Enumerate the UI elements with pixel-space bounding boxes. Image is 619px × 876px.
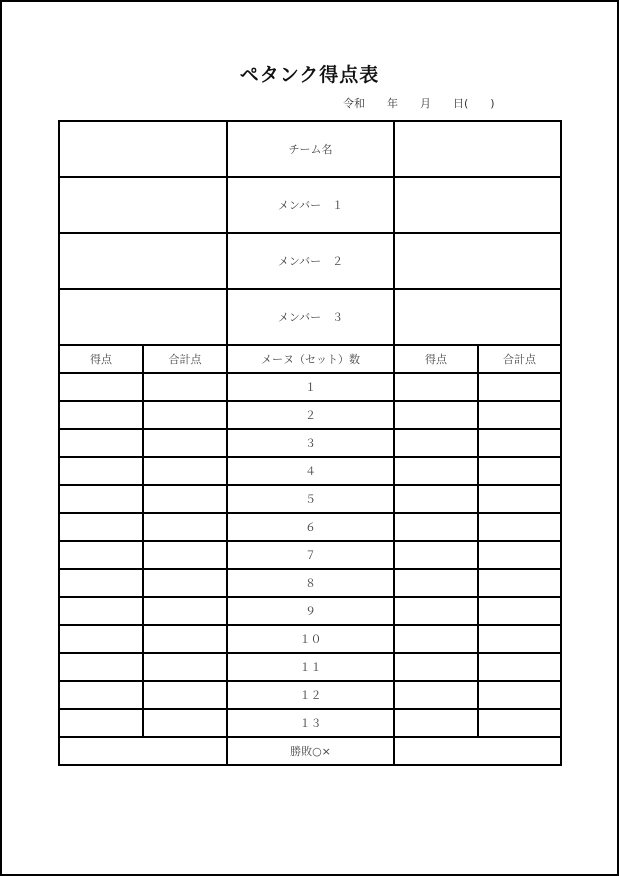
- right-score-cell[interactable]: [394, 681, 478, 709]
- left-score-cell[interactable]: [59, 457, 143, 485]
- left-score-cell[interactable]: [59, 681, 143, 709]
- set-number: ８: [227, 569, 394, 597]
- right-total-cell[interactable]: [478, 653, 561, 681]
- member-2-label: メンバー ２: [227, 233, 394, 289]
- column-header-row: [59, 345, 561, 373]
- set-number: １３: [227, 709, 394, 737]
- right-score-cell[interactable]: [394, 485, 478, 513]
- score-table: [58, 120, 562, 766]
- right-member-2-cell[interactable]: [394, 233, 561, 289]
- team-name-row: [59, 121, 561, 177]
- left-total-cell[interactable]: [143, 709, 227, 737]
- left-total-cell[interactable]: [143, 541, 227, 569]
- set-count-header: メーヌ（セット）数: [227, 345, 394, 373]
- set-row: [59, 597, 561, 625]
- date-day: 日: [453, 97, 464, 110]
- right-total-cell[interactable]: [478, 373, 561, 401]
- left-total-cell[interactable]: [143, 457, 227, 485]
- set-number: １: [227, 373, 394, 401]
- left-score-cell[interactable]: [59, 709, 143, 737]
- left-result-cell[interactable]: [59, 737, 227, 765]
- set-row: [59, 541, 561, 569]
- set-number: ２: [227, 401, 394, 429]
- set-number: ５: [227, 485, 394, 513]
- left-total-cell[interactable]: [143, 513, 227, 541]
- set-rows: [59, 373, 561, 737]
- set-number: ９: [227, 597, 394, 625]
- member-1-row: [59, 177, 561, 233]
- left-member-1-cell[interactable]: [59, 177, 227, 233]
- set-number: １１: [227, 653, 394, 681]
- right-score-cell[interactable]: [394, 429, 478, 457]
- set-row: [59, 681, 561, 709]
- set-number: ４: [227, 457, 394, 485]
- set-row: [59, 429, 561, 457]
- member-3-row: [59, 289, 561, 345]
- page-title: ペタンク得点表: [239, 64, 380, 86]
- right-score-cell[interactable]: [394, 709, 478, 737]
- left-score-cell[interactable]: [59, 513, 143, 541]
- right-total-cell[interactable]: [478, 709, 561, 737]
- left-team-name-cell[interactable]: [59, 121, 227, 177]
- left-total-cell[interactable]: [143, 597, 227, 625]
- set-row: [59, 653, 561, 681]
- set-row: [59, 709, 561, 737]
- left-total-cell[interactable]: [143, 401, 227, 429]
- right-score-cell[interactable]: [394, 597, 478, 625]
- left-score-cell[interactable]: [59, 541, 143, 569]
- left-total-cell[interactable]: [143, 569, 227, 597]
- left-member-2-cell[interactable]: [59, 233, 227, 289]
- right-total-cell[interactable]: [478, 597, 561, 625]
- set-number: ３: [227, 429, 394, 457]
- set-number: １０: [227, 625, 394, 653]
- set-number: ６: [227, 513, 394, 541]
- left-total-cell[interactable]: [143, 625, 227, 653]
- right-score-cell[interactable]: [394, 513, 478, 541]
- set-row: [59, 513, 561, 541]
- member-1-label: メンバー １: [227, 177, 394, 233]
- left-score-cell[interactable]: [59, 597, 143, 625]
- right-total-cell[interactable]: [478, 681, 561, 709]
- date-month: 月: [420, 97, 431, 110]
- result-label: 勝敗○×: [227, 737, 394, 765]
- left-total-cell[interactable]: [143, 653, 227, 681]
- right-member-3-cell[interactable]: [394, 289, 561, 345]
- left-score-cell[interactable]: [59, 653, 143, 681]
- set-number: ７: [227, 541, 394, 569]
- right-score-cell[interactable]: [394, 653, 478, 681]
- right-result-cell[interactable]: [394, 737, 561, 765]
- set-row: [59, 373, 561, 401]
- date-paren-close: ): [490, 97, 495, 110]
- left-total-cell[interactable]: [143, 681, 227, 709]
- set-row: [59, 569, 561, 597]
- right-score-header: 得点: [394, 345, 478, 373]
- left-score-cell[interactable]: [59, 401, 143, 429]
- set-row: [59, 625, 561, 653]
- right-score-cell[interactable]: [394, 569, 478, 597]
- right-total-cell[interactable]: [478, 401, 561, 429]
- right-score-cell[interactable]: [394, 541, 478, 569]
- left-score-cell[interactable]: [59, 429, 143, 457]
- set-row: [59, 401, 561, 429]
- right-total-cell[interactable]: [478, 513, 561, 541]
- member-3-label: メンバー ３: [227, 289, 394, 345]
- right-score-cell[interactable]: [394, 401, 478, 429]
- right-score-cell[interactable]: [394, 373, 478, 401]
- result-row: [59, 737, 561, 765]
- set-number: １２: [227, 681, 394, 709]
- left-total-cell[interactable]: [143, 373, 227, 401]
- right-score-cell[interactable]: [394, 457, 478, 485]
- right-total-header: 合計点: [478, 345, 561, 373]
- right-total-cell[interactable]: [478, 457, 561, 485]
- right-team-name-cell[interactable]: [394, 121, 561, 177]
- date-line: [343, 95, 495, 111]
- date-year: 年: [387, 97, 398, 110]
- right-total-cell[interactable]: [478, 569, 561, 597]
- left-score-header: 得点: [59, 345, 143, 373]
- left-total-cell[interactable]: [143, 429, 227, 457]
- team-name-label: チーム名: [227, 121, 394, 177]
- left-total-header: 合計点: [143, 345, 227, 373]
- left-score-cell[interactable]: [59, 569, 143, 597]
- member-2-row: [59, 233, 561, 289]
- right-total-cell[interactable]: [478, 625, 561, 653]
- date-era: 令和: [343, 97, 365, 110]
- left-member-3-cell[interactable]: [59, 289, 227, 345]
- right-total-cell[interactable]: [478, 485, 561, 513]
- right-total-cell[interactable]: [478, 541, 561, 569]
- right-total-cell[interactable]: [478, 429, 561, 457]
- set-row: [59, 485, 561, 513]
- left-score-cell[interactable]: [59, 373, 143, 401]
- right-score-cell[interactable]: [394, 625, 478, 653]
- left-total-cell[interactable]: [143, 485, 227, 513]
- date-paren-open: (: [464, 97, 469, 110]
- set-row: [59, 457, 561, 485]
- right-member-1-cell[interactable]: [394, 177, 561, 233]
- left-score-cell[interactable]: [59, 625, 143, 653]
- left-score-cell[interactable]: [59, 485, 143, 513]
